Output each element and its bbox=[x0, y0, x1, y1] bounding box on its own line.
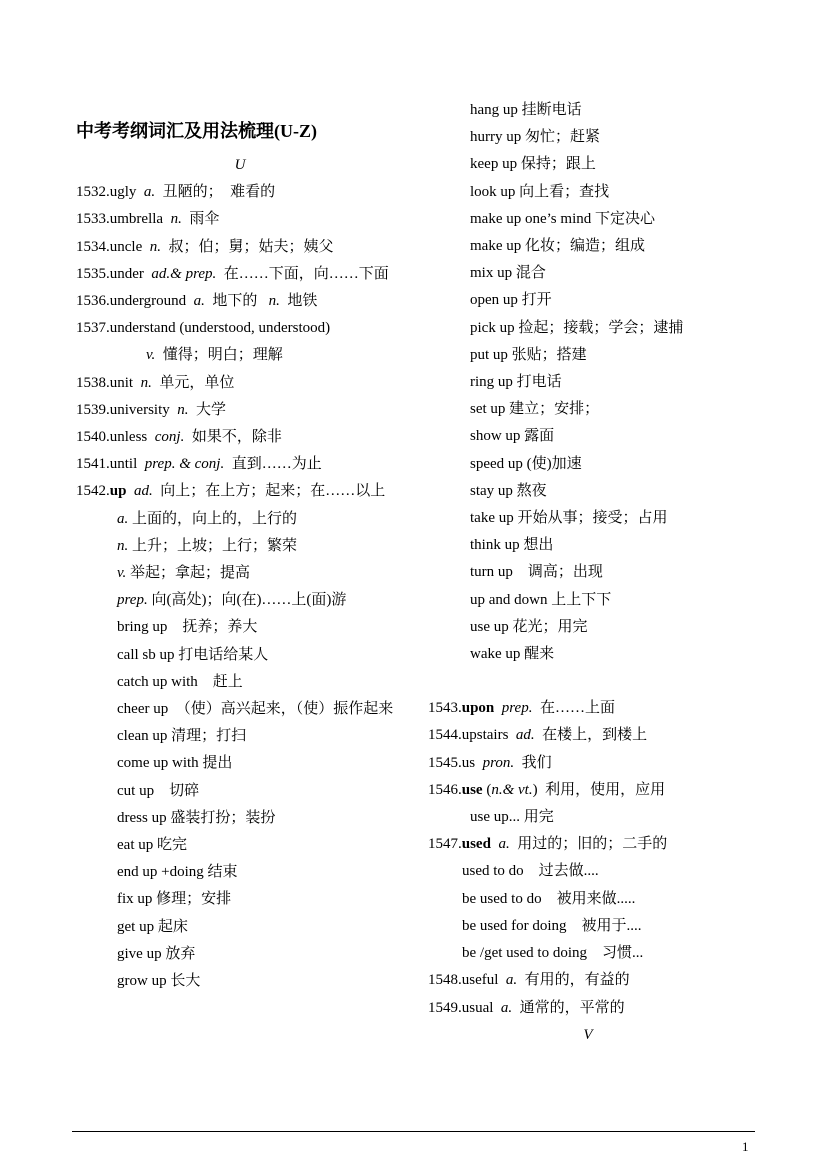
phrase-item: take up 开始从事；接受；占用 bbox=[470, 510, 668, 527]
entry-1542-sense: a. 上面的，向上的，上行的 bbox=[117, 510, 298, 527]
phrase-item: turn up 调高；出现 bbox=[470, 564, 603, 581]
footer-divider bbox=[72, 1131, 755, 1132]
phrase-item: eat up 吃完 bbox=[117, 837, 187, 854]
phrase-item: use up 花光；用完 bbox=[470, 618, 588, 635]
entry-1535: 1535.under ad.& prep. 在……下面，向……下面 bbox=[76, 265, 389, 282]
phrase-item: end up +doing 结束 bbox=[117, 864, 238, 881]
entry-1547-sub: be /get used to doing 习惯... bbox=[462, 945, 644, 962]
phrase-item: give up 放弃 bbox=[117, 945, 196, 962]
phrase-item: keep up 保持；跟上 bbox=[470, 156, 596, 173]
left-column bbox=[76, 152, 404, 995]
phrase-item: ring up 打电话 bbox=[470, 374, 562, 391]
entry-1547: 1547.used a. 用过的；旧的；二手的 bbox=[428, 836, 668, 853]
phrase-item: catch up with 赶上 bbox=[117, 673, 243, 690]
phrase-item: think up 想出 bbox=[470, 537, 554, 554]
phrase-item: pick up 捡起；接载；学会；逮捕 bbox=[470, 319, 684, 336]
entry-1532: 1532.ugly a. 丑陋的； 难看的 bbox=[76, 184, 276, 201]
entry-1533: 1533.umbrella n. 雨伞 bbox=[76, 211, 220, 228]
phrase-item: cheer up （使）高兴起来，（使）振作起来 bbox=[117, 701, 394, 718]
entry-1548: 1548.useful a. 有用的，有益的 bbox=[428, 972, 630, 989]
phrase-item: make up one’s mind 下定决心 bbox=[470, 210, 655, 227]
phrase-item: make up 化妆；编造；组成 bbox=[470, 238, 645, 255]
entry-1544: 1544.upstairs ad. 在楼上，到楼上 bbox=[428, 727, 648, 744]
section-letter-u: U bbox=[234, 157, 246, 173]
phrase-item: put up 张贴；搭建 bbox=[470, 346, 587, 363]
right-column bbox=[428, 97, 758, 1049]
phrase-item: open up 打开 bbox=[470, 292, 552, 309]
entry-1542-sense: prep. 向(高处)；向(在)……上(面)游 bbox=[117, 592, 347, 609]
entry-1541: 1541.until prep. & conj. 直到……为止 bbox=[76, 456, 322, 473]
phrase-item: hang up 挂断电话 bbox=[470, 102, 582, 118]
entry-1547-sub: be used for doing 被用于.... bbox=[462, 917, 642, 934]
phrase-item: mix up 混合 bbox=[470, 265, 546, 282]
entry-1543: 1543.upon prep. 在……上面 bbox=[428, 700, 615, 717]
entry-1538: 1538.unit n. 单元，单位 bbox=[76, 374, 235, 391]
entry-1545: 1545.us pron. 我们 bbox=[428, 754, 552, 771]
entry-1546: 1546.use (n.& vt.) 利用，使用，应用 bbox=[428, 781, 666, 798]
entry-1549: 1549.usual a. 通常的，平常的 bbox=[428, 999, 625, 1016]
phrase-item: stay up 熬夜 bbox=[470, 482, 547, 499]
phrase-item: grow up 长大 bbox=[117, 973, 201, 990]
entry-1534: 1534.uncle n. 叔；伯；舅；姑夫；姨父 bbox=[76, 238, 334, 255]
phrase-item: fix up 修理；安排 bbox=[117, 891, 232, 908]
phrase-item: up and down 上上下下 bbox=[470, 591, 612, 608]
phrase-item: get up 起床 bbox=[117, 918, 188, 935]
phrase-item: wake up 醒来 bbox=[470, 646, 555, 663]
entry-1547-sub: used to do 过去做.... bbox=[462, 863, 599, 880]
phrase-item: come up with 提出 bbox=[117, 755, 233, 772]
page-number: 1 bbox=[742, 1139, 749, 1154]
phrase-item: call sb up 打电话给某人 bbox=[117, 646, 269, 663]
phrase-item: cut up 切碎 bbox=[117, 782, 200, 799]
phrase-item: clean up 清理；打扫 bbox=[117, 728, 247, 745]
entry-1537-definition: v. 懂得；明白；理解 bbox=[146, 347, 283, 364]
section-letter-v: V bbox=[583, 1026, 593, 1043]
phrase-item: bring up 抚养；养大 bbox=[117, 619, 258, 636]
entry-1542-sense: v. 举起；拿起；提高 bbox=[117, 565, 251, 582]
phrase-item: show up 露面 bbox=[470, 428, 555, 445]
entry-1540: 1540.unless conj. 如果不，除非 bbox=[76, 429, 282, 446]
phrase-item: dress up 盛装打扮；装扮 bbox=[117, 809, 276, 826]
entry-1537: 1537.understand (understood, understood) bbox=[76, 320, 331, 337]
spacer bbox=[428, 668, 758, 695]
entry-1547-sub: be used to do 被用来做..... bbox=[462, 890, 636, 907]
entry-1536: 1536.underground a. 地下的 n. 地铁 bbox=[76, 293, 318, 310]
phrase-item: set up 建立；安排； bbox=[470, 401, 600, 418]
phrase-item: speed up (使)加速 bbox=[470, 455, 582, 472]
entry-1546-sub: use up... 用完 bbox=[470, 809, 554, 826]
phrase-item: look up 向上看；查找 bbox=[470, 183, 610, 200]
phrase-item: hurry up 匆忙；赶紧 bbox=[470, 129, 600, 146]
page-title: 中考考纲词汇及用法梳理(U-Z) bbox=[76, 121, 317, 141]
entry-1539: 1539.university n. 大学 bbox=[76, 401, 227, 418]
entry-1542: 1542.up ad. 向上；在上方；起来；在……以上 bbox=[76, 483, 386, 500]
entry-1542-sense: n. 上升；上坡；上行；繁荣 bbox=[117, 537, 298, 554]
